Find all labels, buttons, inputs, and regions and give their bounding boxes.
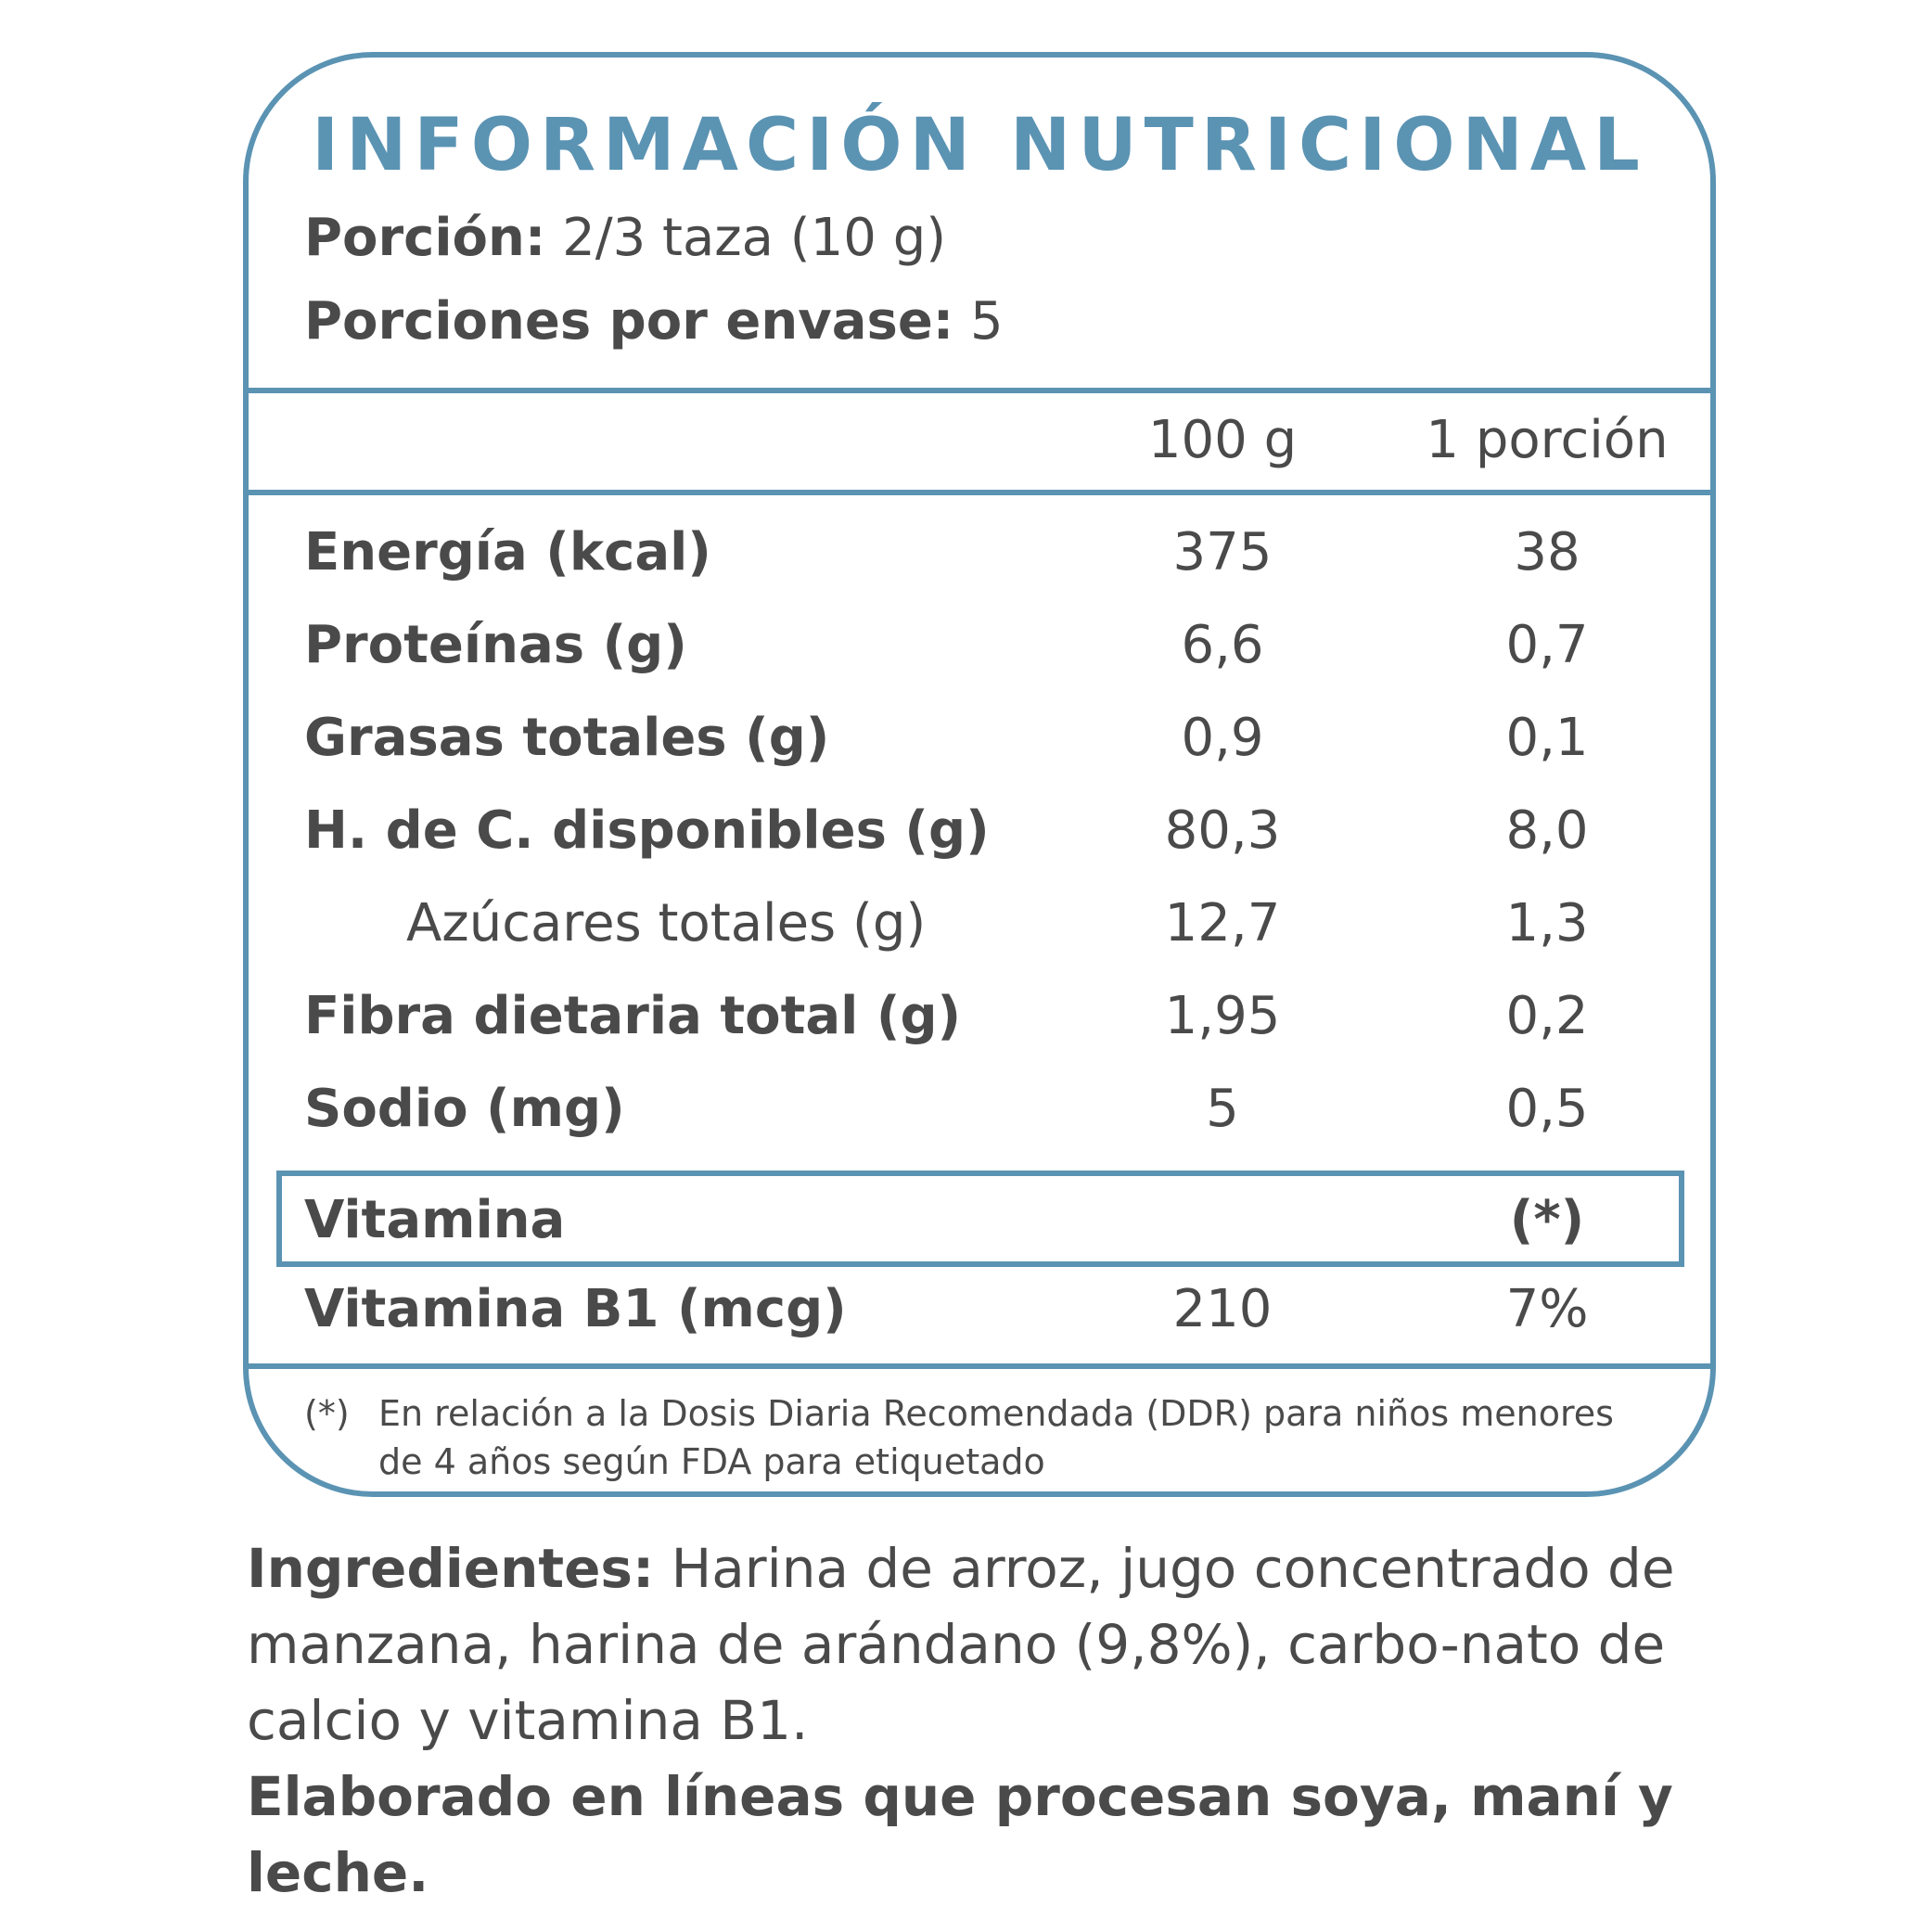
panel-title: INFORMACIÓN NUTRICIONAL bbox=[312, 104, 1647, 187]
serving-size-value: 2/3 taza (10 g) bbox=[562, 208, 947, 268]
row-value-portion: 0,5 bbox=[1505, 1079, 1589, 1139]
row-label: Energía (kcal) bbox=[304, 522, 711, 582]
footnote-text: En relación a la Dosis Diaria Recomendada (DDR) para niños menores de 4 años según FDA para etiquetado bbox=[378, 1393, 1614, 1482]
vitamin-header-note: (*) bbox=[1509, 1190, 1585, 1250]
row-value-portion: 0,2 bbox=[1505, 986, 1589, 1046]
row-value-portion: 8,0 bbox=[1505, 800, 1589, 861]
table-row bbox=[249, 794, 1710, 868]
row-value-portion: 0,1 bbox=[1505, 708, 1589, 768]
servings-per-container-value: 5 bbox=[970, 291, 1004, 352]
table-row bbox=[249, 701, 1710, 775]
row-value-100g: 1,95 bbox=[1164, 986, 1281, 1046]
row-value-100g: 5 bbox=[1206, 1079, 1239, 1139]
row-value-portion: 38 bbox=[1514, 522, 1580, 582]
allergen-warning: Elaborado en líneas que procesan soya, maní y leche. bbox=[247, 1765, 1673, 1904]
column-header-100g: 100 g bbox=[1147, 410, 1298, 470]
ingredients-text: Harina de arroz, jugo concentrado de manzana, harina de arándano (9,8%), carbo-nato de calcio y vitamina B1. bbox=[247, 1537, 1675, 1752]
row-value-portion: 1,3 bbox=[1505, 893, 1589, 953]
row-value-100g: 375 bbox=[1172, 522, 1273, 582]
table-row bbox=[249, 979, 1710, 1054]
table-row bbox=[249, 608, 1710, 683]
servings-per-container bbox=[304, 291, 1004, 352]
footnote-mark: (*) bbox=[304, 1393, 350, 1434]
ingredients-label: Ingredientes: bbox=[247, 1537, 655, 1600]
row-value-portion: 7% bbox=[1505, 1279, 1589, 1339]
row-label: Sodio (mg) bbox=[304, 1079, 625, 1139]
row-value-100g: 12,7 bbox=[1164, 893, 1281, 953]
divider bbox=[249, 388, 1710, 393]
row-label-sub: Azúcares totales (g) bbox=[406, 893, 927, 953]
column-header-portion: 1 porción bbox=[1426, 410, 1669, 470]
row-value-100g: 80,3 bbox=[1164, 800, 1281, 861]
row-label: Grasas totales (g) bbox=[304, 708, 830, 768]
serving-size bbox=[304, 208, 946, 268]
table-row bbox=[249, 1072, 1710, 1146]
table-row bbox=[249, 516, 1710, 590]
row-label: Proteínas (g) bbox=[304, 615, 687, 675]
table-row-vitamin-b1 bbox=[249, 1273, 1710, 1347]
row-value-portion: 0,7 bbox=[1505, 615, 1589, 675]
footnote bbox=[304, 1389, 1658, 1486]
serving-size-label: Porción: bbox=[304, 208, 546, 268]
row-value-100g: 6,6 bbox=[1181, 615, 1264, 675]
row-label: H. de C. disponibles (g) bbox=[304, 800, 990, 861]
divider bbox=[249, 490, 1710, 495]
vitamin-header-label: Vitamina bbox=[304, 1190, 566, 1250]
divider bbox=[249, 1363, 1710, 1369]
row-label: Vitamina B1 (mcg) bbox=[304, 1279, 847, 1339]
nutrition-panel bbox=[243, 52, 1716, 1497]
row-label: Fibra dietaria total (g) bbox=[304, 986, 962, 1046]
ingredients-block bbox=[247, 1530, 1731, 1911]
row-value-100g: 210 bbox=[1172, 1279, 1273, 1339]
servings-per-container-label: Porciones por envase: bbox=[304, 291, 954, 352]
table-row bbox=[249, 887, 1710, 961]
vitamin-header-box bbox=[276, 1171, 1684, 1267]
row-value-100g: 0,9 bbox=[1181, 708, 1264, 768]
